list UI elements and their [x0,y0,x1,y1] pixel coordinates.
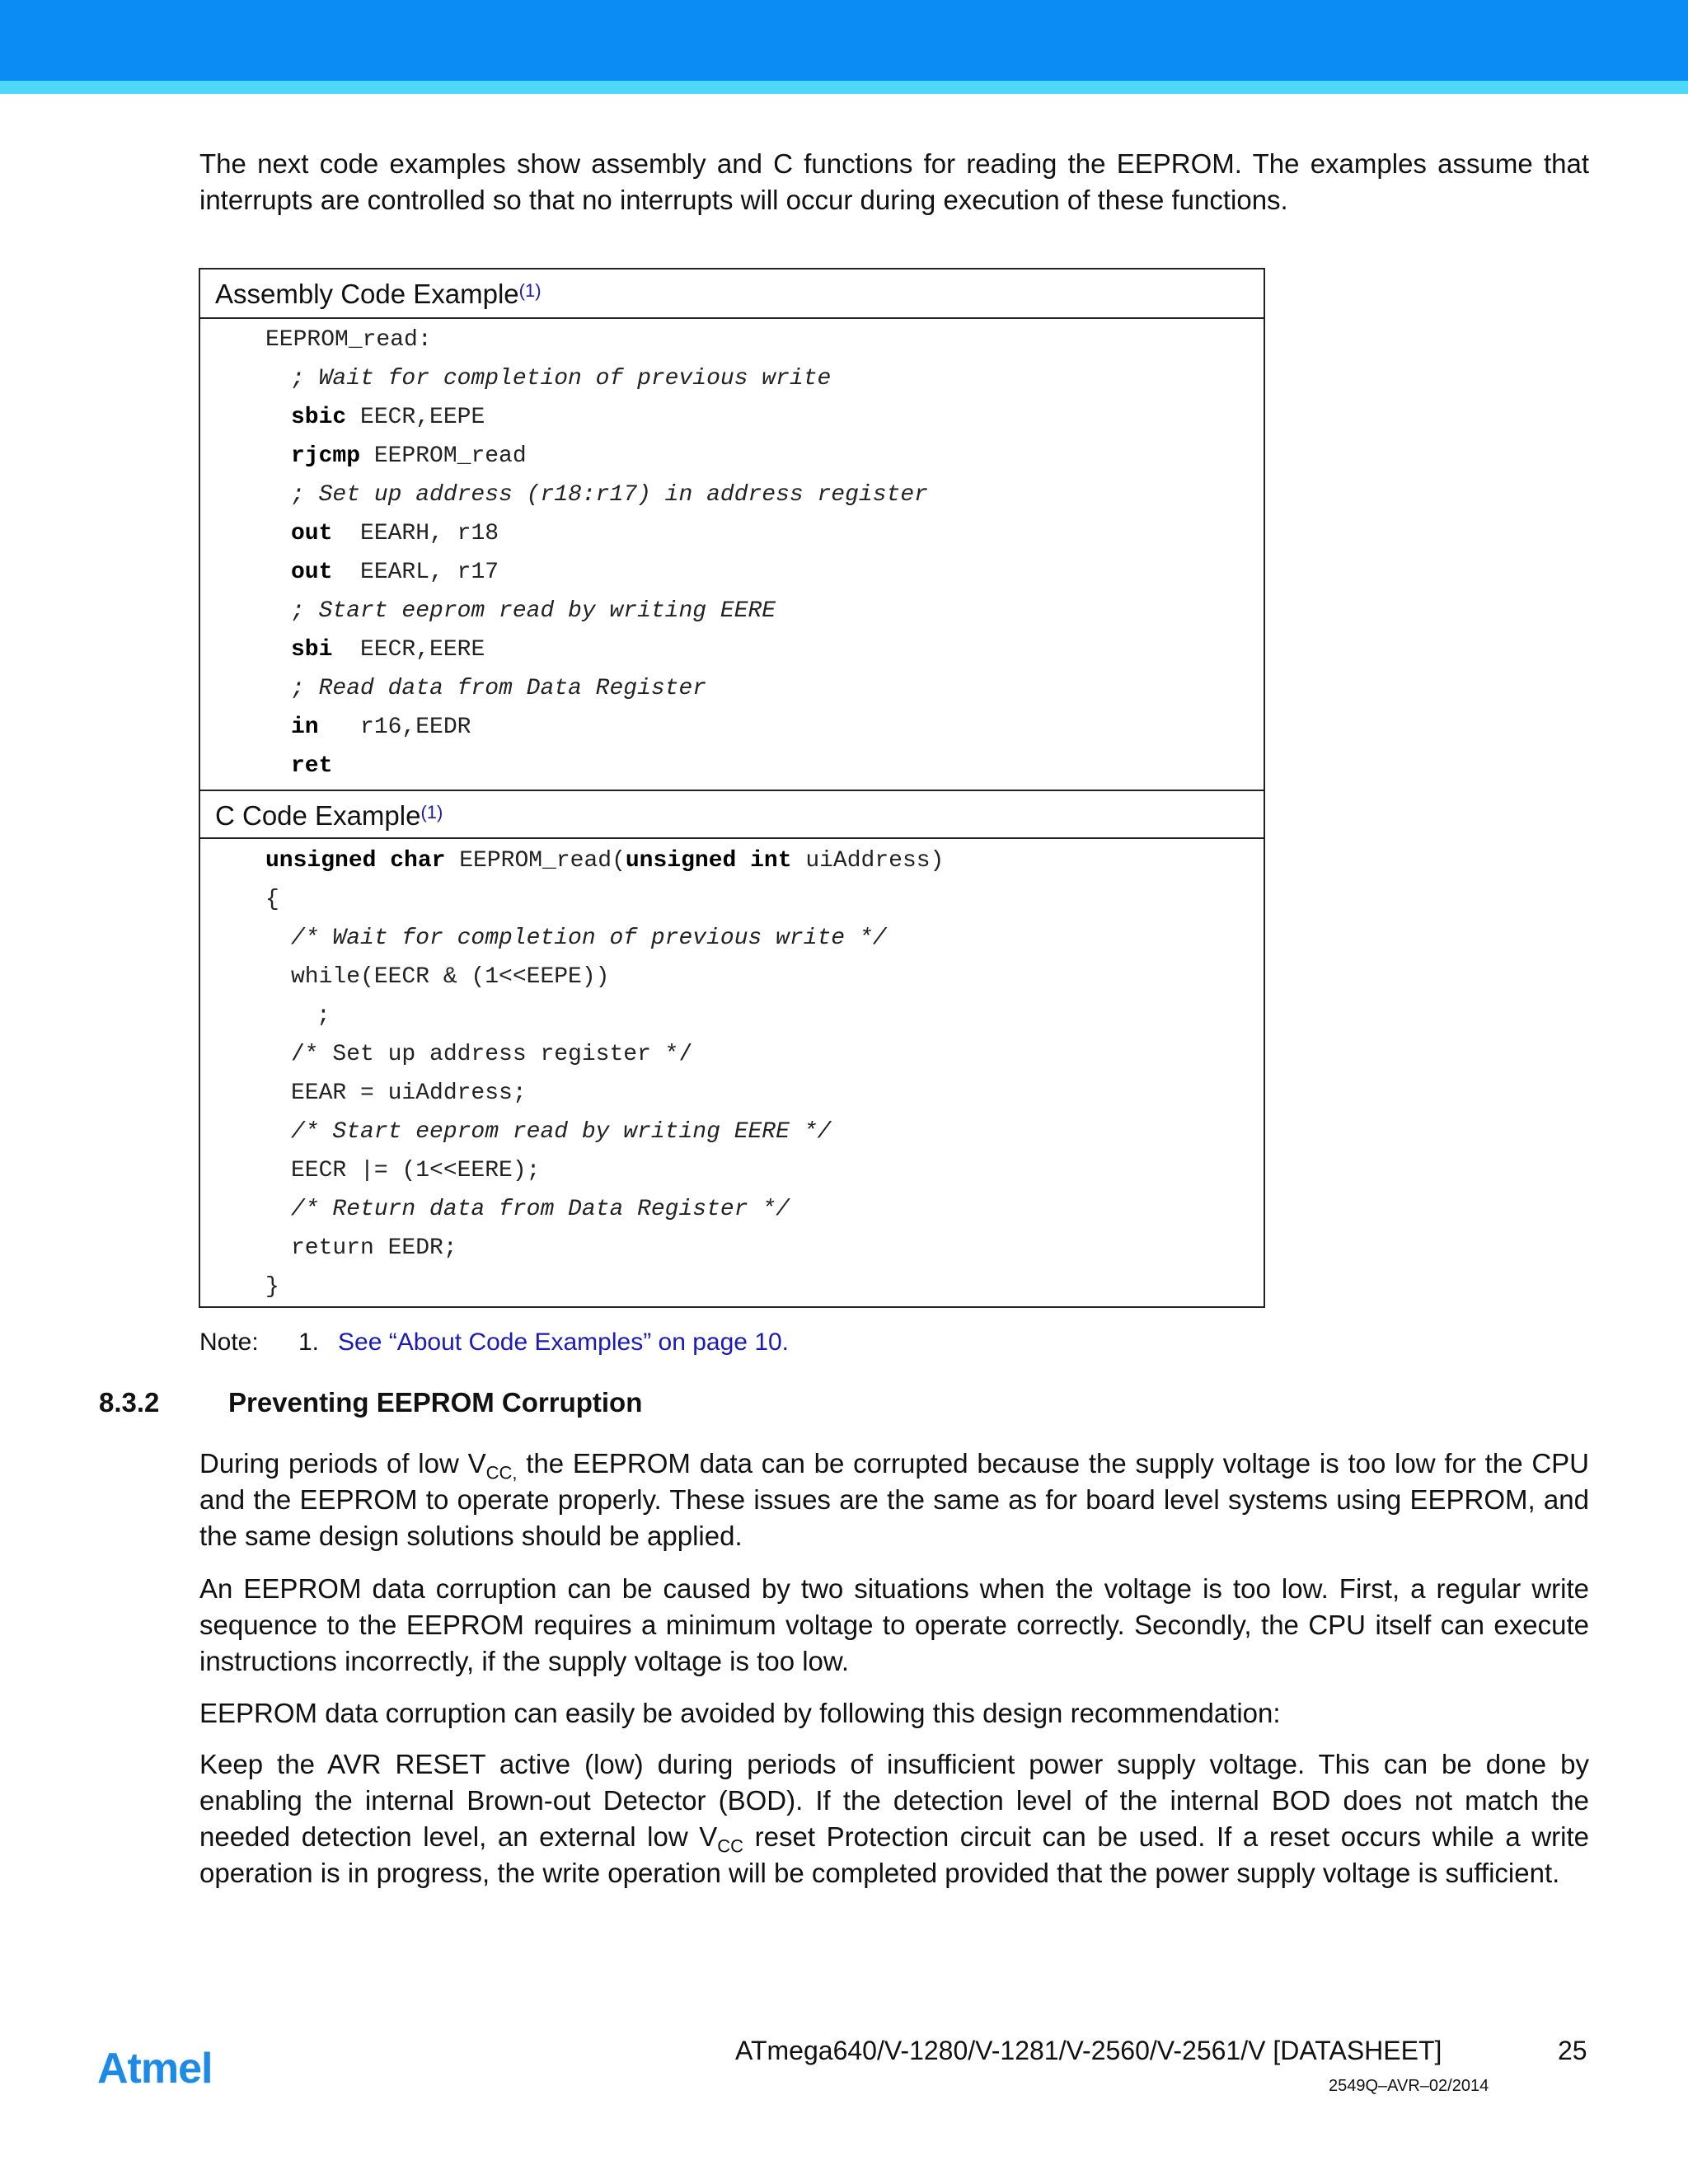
assembly-line [265,359,928,398]
assembly-comment: ; Read data from Data Register [291,676,707,701]
assembly-line [265,592,928,630]
c-code-line: } [265,1274,279,1300]
assembly-operands: EECR,EEPE [346,405,485,430]
assembly-keyword: sbic [291,405,347,430]
assembly-line [265,514,928,553]
note-label: Note: [199,1329,259,1356]
atmel-logo: Atmel [97,2045,213,2093]
assembly-header-label: Assembly Code Example [215,279,519,309]
assembly-operands: r16,EEDR [318,715,471,740]
c-code-line: return EEDR; [291,1235,457,1261]
p4-subscript: CC [717,1835,744,1857]
assembly-line [265,398,928,437]
assembly-header [200,269,1264,319]
assembly-keyword: out [291,560,333,585]
p4-text-a: Keep the AVR RESET active (low) during periods of insufficient power supply voltage. This can be done by enabling the internal Brown-out Detector (BOD). If the detection level of the internal BOD does not match the needed detection level, an external low V [199,1749,1589,1852]
assembly-comment: ; Set up address (r18:r17) in address register [291,482,928,508]
assembly-line [265,669,928,708]
assembly-line [265,747,928,785]
section-number: 8.3.2 [99,1387,160,1418]
p1-text-a: During periods of low V [199,1448,486,1479]
assembly-comment: ; Wait for completion of previous write [291,366,832,391]
assembly-line [265,553,928,592]
c-code-line: /* Set up address register */ [291,1042,693,1067]
header-bar [0,0,1688,81]
c-code-block [265,841,944,1306]
note-number: 1. [298,1329,320,1356]
assembly-operands: EEPROM_read: [265,327,432,353]
c-code-line: EECR |= (1<<EERE); [291,1158,541,1183]
paragraph-low-vcc [199,1446,1589,1554]
assembly-keyword: out [291,521,333,546]
p4-text-b: reset Protection circuit can be used. If a reset occurs while a write operation is in progress, the write operation will be completed provided that the power supply voltage is sufficient. [199,1821,1589,1888]
paragraph-corruption-causes: An EEPROM data corruption can be caused by two situations when the voltage is too low. First, a regular write sequence to the EEPROM requires a minimum voltage to operate correctly. Secondly, the CPU itself can execute instructions incorrectly, if the supply voltage is too low. [199,1573,1589,1676]
assembly-footnote-ref[interactable]: (1) [518,280,542,301]
assembly-operands: EEARH, r18 [332,521,499,546]
p1-subscript: CC, [485,1462,518,1483]
c-code-line: { [265,887,279,912]
c-code-line: /* Return data from Data Register */ [291,1197,790,1222]
c-code-line: ; [316,1003,331,1029]
assembly-keyword: ret [291,753,333,779]
header-stripe [0,81,1688,94]
assembly-line [265,630,928,669]
footer-title: ATmega640/V-1280/V-1281/V-2560/V-2561/V [DATASHEET] [735,2036,1442,2065]
assembly-operands: EECR,EERE [332,637,485,663]
assembly-comment: ; Start eeprom read by writing EERE [291,598,776,624]
page-number: 25 [1558,2036,1587,2065]
assembly-keyword: rjcmp [291,443,361,469]
assembly-keyword: sbi [291,637,333,663]
assembly-operands: EEARL, r17 [332,560,499,585]
intro-paragraph: The next code examples show assembly and C functions for reading the EEPROM. The examples assume that interrupts are controlled so that no interrupts will occur during execution of these functions. [199,148,1589,215]
section-title: Preventing EEPROM Corruption [228,1387,643,1418]
document-id: 2549Q–AVR–02/2014 [1329,2077,1489,2095]
c-code-header [200,790,1264,839]
c-code-line: while(EECR & (1<<EEPE)) [291,964,610,990]
p1-text-b: the EEPROM data can be corrupted because the supply voltage is too low for the CPU and the EEPROM to operate properly. These issues are the same as for board level systems using EEPROM, and the same design solutions should be applied. [199,1448,1590,1551]
c-code-header-label: C Code Example [215,800,421,831]
c-code-footnote-ref[interactable]: (1) [420,802,443,823]
assembly-line [265,321,928,359]
assembly-code-block [265,321,928,785]
assembly-operands: EEPROM_read [360,443,527,469]
assembly-line [265,437,928,476]
paragraph-reset [199,1746,1589,1891]
code-examples-box [199,268,1265,1308]
c-code-line: unsigned char EEPROM_read(unsigned int uiAddress) [265,848,945,874]
assembly-keyword: in [291,715,319,740]
note [199,1326,789,1359]
c-code-line: /* Start eeprom read by writing EERE */ [291,1119,832,1145]
c-code-line: EEAR = uiAddress; [291,1080,527,1106]
assembly-line [265,708,928,747]
paragraph-recommendation: EEPROM data corruption can easily be avoided by following this design recommendation: [199,1698,1281,1728]
assembly-line [265,476,928,514]
c-code-line: /* Wait for completion of previous write */ [291,926,887,951]
note-link[interactable]: See “About Code Examples” on page 10. [338,1329,790,1356]
